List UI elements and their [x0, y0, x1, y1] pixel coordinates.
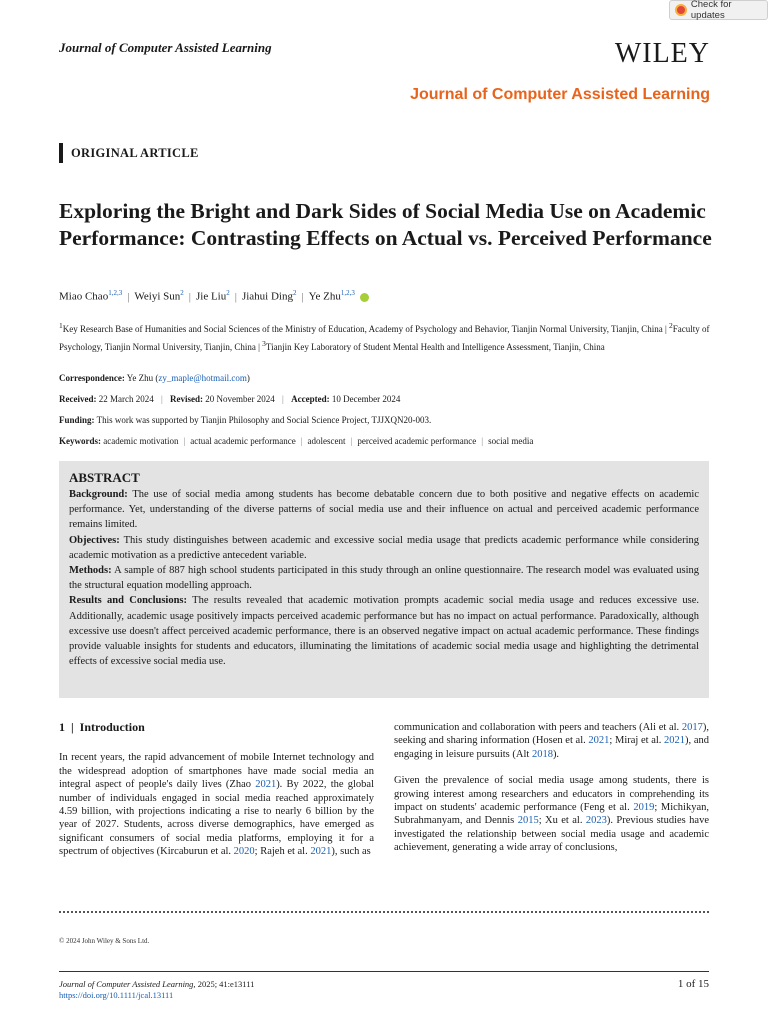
- citation-link[interactable]: 2018: [531, 748, 553, 760]
- separator: |: [300, 436, 303, 446]
- body-text: ).: [552, 748, 560, 760]
- received-date: 22 March 2024: [98, 394, 154, 404]
- section-number: 1: [59, 720, 65, 734]
- footer-divider: [59, 971, 709, 972]
- body-text: ; Xu et al.: [538, 815, 586, 827]
- body-text: ; Michikyan, Subrahmanyam, and Dennis: [394, 802, 710, 827]
- affiliation-text: Key Research Base of Humanities and Social Sciences of the Ministry of Education, Academy of Psychology and Behavior, Tianjin Normal University, Tianjin, China: [62, 324, 663, 334]
- citation-link[interactable]: 2017: [681, 722, 703, 733]
- funding-label: Funding:: [59, 415, 95, 425]
- separator: |: [664, 324, 670, 334]
- citation-link[interactable]: 2019: [633, 802, 655, 814]
- journal-name: Journal of Computer Assisted Learning: [59, 40, 272, 55]
- affiliation-text: Tianjin Key Laboratory of Student Mental Health and Intelligence Assessment, Tianjin, China: [265, 341, 605, 352]
- correspondence-label: Correspondence:: [59, 373, 125, 383]
- revised-label: Revised:: [170, 394, 204, 404]
- funding-text: This work was supported by Tianjin Philosophy and Social Science Project, TJJXQN20-003.: [96, 415, 432, 425]
- doi-link[interactable]: https://doi.org/10.1111/jcal.13111: [59, 990, 174, 1000]
- body-text: ), and engaging in leisure pursuits (Alt: [394, 735, 709, 760]
- abstract-label: Objectives:: [69, 534, 120, 546]
- keyword[interactable]: perceived academic performance: [357, 436, 477, 446]
- author-affiliation-sup[interactable]: 1,2,3: [108, 289, 123, 297]
- separator: |: [258, 341, 263, 352]
- left-column: [59, 721, 374, 872]
- abstract-background: [69, 487, 699, 533]
- author-affiliation-sup[interactable]: 2: [226, 289, 230, 297]
- author-list: [59, 289, 369, 303]
- abstract-box: [59, 461, 709, 698]
- abstract-text: A sample of 887 high school students participated in this study through an online questionnaire. The research model was evaluated using the structural equation modelling approach.: [69, 565, 699, 592]
- separator: |: [481, 436, 484, 446]
- keywords: [59, 435, 719, 447]
- body-text: communication and collaboration with peers and teachers (Ali et al.: [394, 722, 682, 733]
- author-name[interactable]: Miao Chao: [59, 290, 109, 303]
- separator: |: [301, 290, 304, 303]
- abstract-text: This study distinguishes between academic and excessive social media usage that predicts academic performance while considering academic motivation as a predictive antecedent variable.: [69, 534, 699, 561]
- author-affiliation-sup[interactable]: 2: [180, 289, 184, 297]
- affiliation-sup: 1: [59, 321, 63, 330]
- citation-journal: Journal of Computer Assisted Learning,: [59, 979, 196, 989]
- body-paragraph: [394, 721, 709, 761]
- keyword[interactable]: social media: [488, 436, 534, 446]
- citation-link[interactable]: 2020: [233, 846, 255, 858]
- keyword[interactable]: adolescent: [307, 436, 346, 446]
- keyword[interactable]: actual academic performance: [190, 436, 296, 446]
- affiliation-text: Faculty of Psychology, Tianjin Normal University, Tianjin, China: [59, 324, 710, 352]
- section-heading: [59, 721, 374, 734]
- section-title: Introduction: [79, 720, 145, 734]
- abstract-text: The use of social media among students has become debatable concern due to both positive and negative effects on academic performance. Yet, understanding of the diverse patterns of social media use and their influence on actual and perceived academic performance remains limited.: [69, 489, 700, 531]
- body-paragraph: [394, 774, 709, 854]
- body-text: ; Rajeh et al.: [254, 846, 311, 858]
- separator: |: [127, 290, 130, 303]
- separator: |: [183, 436, 186, 446]
- author-name[interactable]: Weiyi Sun: [134, 290, 181, 303]
- author-affiliation-sup[interactable]: 1,2,3: [340, 289, 355, 297]
- separator: |: [71, 720, 74, 734]
- body-text: Given the prevalence of social media usage among students, there is growing interest among researchers and educators in comprehending its impact on students' academic performance (Feng et al.: [394, 775, 709, 814]
- author-name[interactable]: Ye Zhu: [308, 290, 341, 303]
- separator: |: [282, 394, 284, 404]
- correspondence-name: Ye Zhu: [126, 373, 154, 383]
- check-for-updates-label: Check for updates: [690, 0, 732, 21]
- separator: |: [160, 394, 163, 404]
- accepted-date: 10 December 2024: [331, 394, 401, 404]
- separator: |: [188, 290, 191, 303]
- abstract-text: The results revealed that academic motivation prompts academic social media usage and reduces excessive use. Additionally, academic usage positively impacts perceived academic performance but has no impact on actual performance. Paradoxically, although excessive use doesn't affect perceived academic performance, there is an observed negative impact on actual academic performance. These findings provide valuable insights for students and educators, illuminating the limitations of academic social media usage and highlighting the detrimental effects of excessive social media use.: [69, 595, 700, 668]
- article-title: Exploring the Bright and Dark Sides of Social Media Use on Academic Performance: Contrasting Effects on Actual vs. Perceived Performance: [59, 199, 712, 250]
- funding: [59, 414, 719, 426]
- body-text: ), seeking and sharing information (Hosen et al.: [394, 722, 709, 747]
- body-text: In recent years, the rapid advancement of mobile Internet technology and the widespread adoption of smartphones have made social media an integral aspect of people's daily lives (Zhao: [59, 752, 374, 791]
- citation-link[interactable]: 2021: [664, 735, 686, 747]
- received-label: Received:: [59, 394, 97, 404]
- author-affiliation-sup[interactable]: 2: [292, 289, 297, 297]
- journal-brand[interactable]: Journal of Computer Assisted Learning: [410, 86, 710, 103]
- body-text: ). By 2022, the global number of individuals engaged in social media reached approximately 4.59 billion, with projections indicating a rise to nearly 6 billion by the year of 2027. Students, across diverse demographics, have emerged as significant consumers of social media platforms, employing it for a spectrum of objectives (Kircaburun et al.: [59, 779, 374, 858]
- correspondence-email-link[interactable]: zy_maple@hotmail.com: [158, 373, 247, 383]
- citation-link[interactable]: 2023: [585, 815, 607, 827]
- abstract-label: Methods:: [69, 565, 112, 577]
- dotted-divider: [59, 911, 709, 913]
- citation-link[interactable]: 2021: [255, 779, 277, 791]
- article-type: ORIGINAL ARTICLE: [59, 143, 199, 163]
- author-name[interactable]: Jiahui Ding: [241, 290, 293, 303]
- publisher-logo[interactable]: WILEY: [614, 38, 710, 69]
- crossmark-icon: [675, 4, 687, 16]
- check-for-updates-button[interactable]: [669, 0, 768, 20]
- citation-link[interactable]: 2021: [310, 846, 332, 858]
- separator: |: [350, 436, 353, 446]
- abstract-methods: [69, 563, 699, 593]
- body-text: ; Miraj et al.: [609, 735, 665, 747]
- orcid-icon[interactable]: [360, 293, 369, 302]
- revised-date: 20 November 2024: [205, 394, 275, 404]
- affiliation-sup: 3: [262, 338, 266, 348]
- abstract-objectives: [69, 533, 699, 563]
- body-text: ), such as: [331, 846, 371, 858]
- separator: |: [234, 290, 237, 303]
- copyright: © 2024 John Wiley & Sons Ltd.: [59, 937, 150, 945]
- abstract-heading: ABSTRACT: [69, 470, 140, 485]
- affiliations: [59, 319, 713, 354]
- correspondence: Correspondence: Ye Zhu (zy_maple@hotmail.com): [59, 373, 250, 383]
- right-column: [394, 721, 709, 868]
- author-name[interactable]: Jie Liu: [195, 290, 227, 303]
- citation-link[interactable]: 2015: [517, 815, 539, 827]
- citation-link[interactable]: 2021: [588, 735, 610, 747]
- body-text: ). Previous studies have investigated the relationship between social media usage and academic achievement, generating a wide array of conclusions,: [394, 815, 709, 854]
- body-paragraph: [59, 751, 374, 858]
- abstract-results: [69, 593, 699, 669]
- citation-footer: [59, 979, 254, 1001]
- citation-volume: 2025; 41:e13111: [195, 979, 255, 989]
- affiliation-sup: 2: [669, 321, 673, 330]
- accepted-label: Accepted:: [291, 394, 330, 404]
- keywords-label: Keywords:: [59, 436, 101, 446]
- article-dates: [59, 393, 719, 405]
- abstract-label: Background:: [69, 489, 128, 500]
- page-number: 1 of 15: [677, 978, 709, 990]
- keyword[interactable]: academic motivation: [103, 436, 179, 446]
- abstract-label: Results and Conclusions:: [69, 595, 188, 607]
